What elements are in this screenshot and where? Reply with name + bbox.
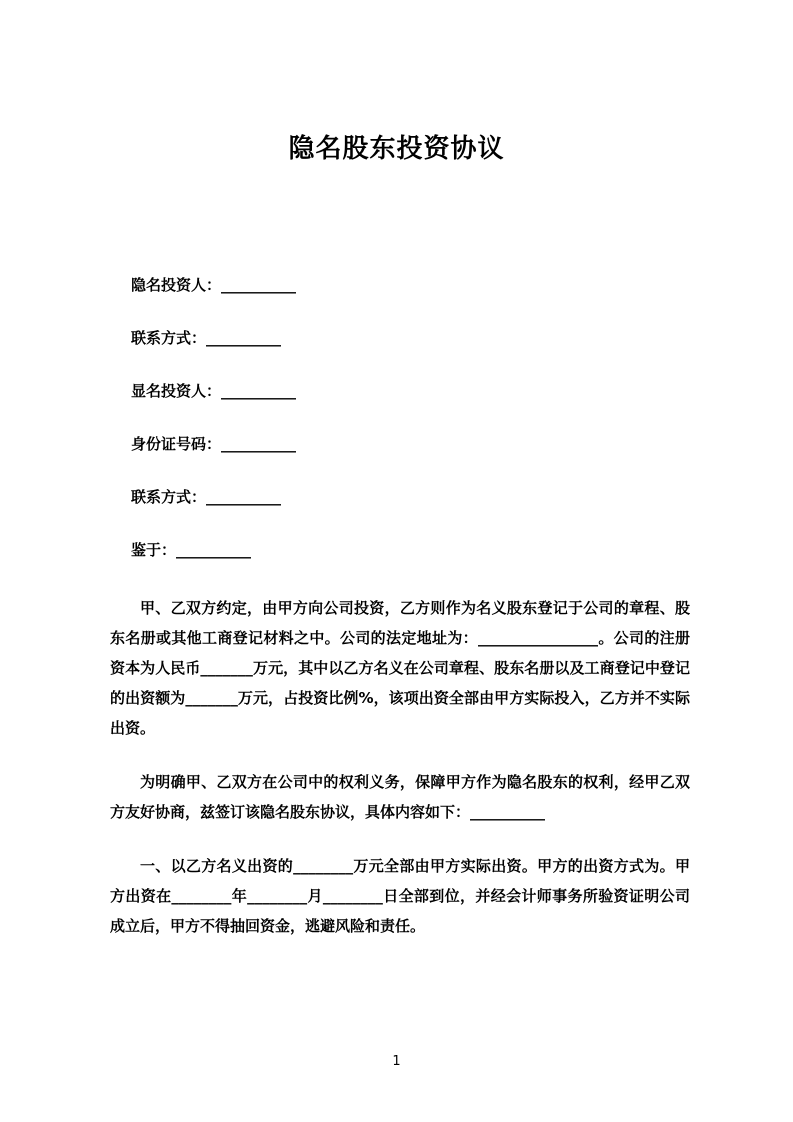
field-label-contact-1: 联系方式： [131,329,207,347]
page-number: 1 [392,1054,401,1069]
page-title: 隐名股东投资协议 [288,134,505,164]
paragraph-3: 一、以乙方名义出资的________万元全部由甲方实际出资。甲方的出资方式为。甲方出资在________年________月________日全部到位，并经会计师事务所验资证明公司成立后，甲方不得抽回资金，逃避风险和责任。 [110,857,690,935]
paragraph-2: 为明确甲、乙双方在公司中的权利义务，保障甲方作为隐名股东的权利，经甲乙双方友好协商，兹签订该隐名股东协议，具体内容如下：__________ [110,773,690,821]
field-label-contact-2: 联系方式： [131,488,207,506]
field-row-contact-1 [110,328,690,348]
field-label-whereas: 鉴于： [131,541,177,559]
field-row-hidden-investor [110,275,690,295]
paragraph-1: 甲、乙双方约定，由甲方向公司投资，乙方则作为名义股东登记于公司的章程、股东名册或其他工商登记材料之中。公司的法定地址为：________________。公司的注册资本为人民币_______万元，其中以乙方名义在公司章程、股东名册以及工商登记中登记的出资额为_______万元，占投资比例%，该项出资全部由甲方实际投入，乙方并不实际出资。 [110,599,690,737]
field-label-nominal-investor: 显名投资人： [131,382,222,400]
field-label-id-number: 身份证号码： [131,435,222,453]
field-row-contact-2 [110,487,690,507]
field-blank-contact-2: __________ [206,488,282,506]
field-row-whereas [110,540,690,560]
document-body [110,275,690,963]
field-blank-contact-1: __________ [206,329,282,347]
field-blank-id-number: __________ [221,435,297,453]
field-blank-hidden-investor: __________ [221,276,297,294]
field-blank-nominal-investor: __________ [221,382,297,400]
field-row-id-number [110,434,690,454]
field-label-hidden-investor: 隐名投资人： [131,276,222,294]
field-row-nominal-investor [110,381,690,401]
field-blank-whereas: __________ [176,541,252,559]
